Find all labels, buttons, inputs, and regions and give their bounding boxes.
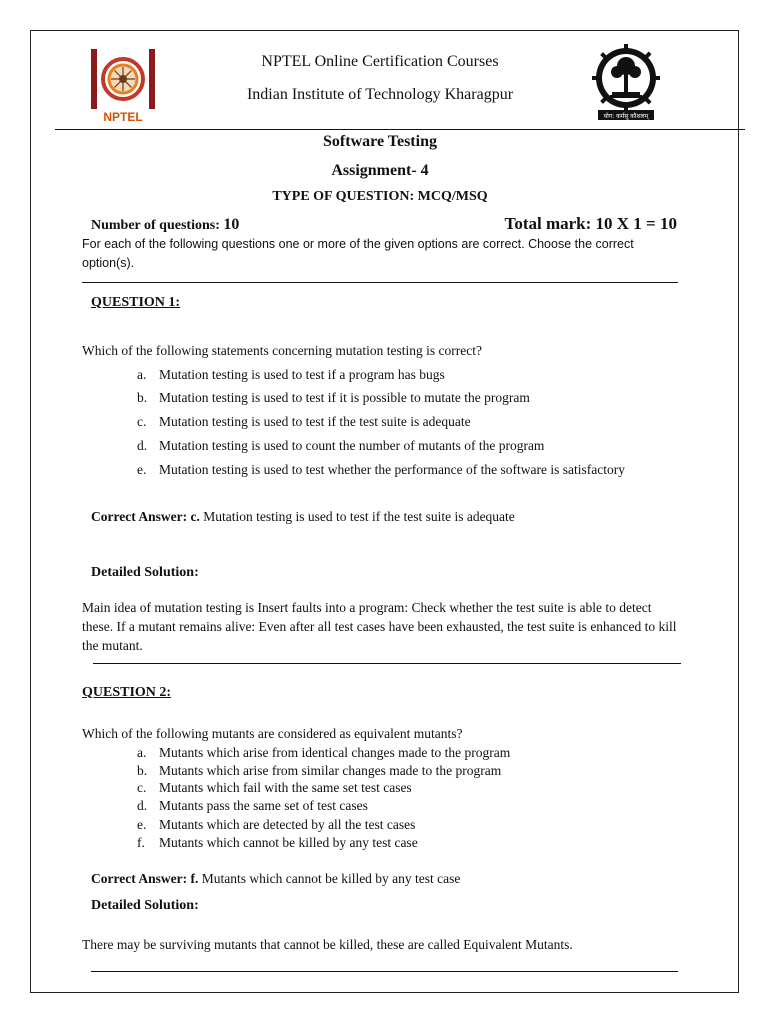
question-type: TYPE OF QUESTION: MCQ/MSQ [272, 189, 488, 204]
question-2-heading: QUESTION 2: [82, 685, 172, 700]
question-2-text: Which of the following mutants are considered as equivalent mutants? [82, 726, 463, 741]
question-2-solution-heading: Detailed Solution: [91, 898, 199, 913]
question-2-solution-text: There may be surviving mutants that cannot be killed, these are called Equivalent Mutants. [82, 937, 573, 952]
svg-text:NPTEL: NPTEL [103, 110, 143, 124]
question-1-option-b: b. Mutation testing is used to test if it is possible to mutate the program [137, 390, 530, 405]
question-2-correct-answer: Correct Answer: f. Mutants which cannot be killed by any test case [91, 871, 461, 886]
question-1-correct-answer: Correct Answer: c. Mutation testing is used to test if the test suite is adequate [91, 509, 515, 524]
course-title: Software Testing [323, 133, 437, 150]
question-2-divider [91, 971, 678, 972]
question-1-heading: QUESTION 1: [91, 295, 181, 310]
number-of-questions-label: Number of questions: [91, 218, 220, 233]
nptel-logo [91, 49, 155, 125]
assignment-title: Assignment- 4 [331, 162, 429, 179]
header-line-1: NPTEL Online Certification Courses [261, 53, 499, 70]
question-2-option-e: e. Mutants which are detected by all the test cases [137, 817, 416, 832]
number-of-questions-value: 10 [223, 216, 240, 233]
question-1-solution-text: Main idea of mutation testing is Insert faults into a program: Check whether the test suite is able to detect these. If a mutant remains alive: Even after all test cases have been exhausted, the test suite is enhanced to kill the mutant. [82, 600, 677, 653]
question-1-divider [93, 663, 681, 664]
number-of-questions [91, 216, 239, 234]
question-1-option-c: c. Mutation testing is used to test if the test suite is adequate [137, 414, 471, 429]
instructions-divider [82, 282, 678, 283]
question-1-option-a: a. Mutation testing is used to test if a program has bugs [137, 367, 445, 382]
total-mark: Total mark: 10 X 1 = 10 [504, 214, 677, 233]
question-2-option-b: b. Mutants which arise from similar changes made to the program [137, 763, 502, 778]
iit-kharagpur-logo [588, 44, 664, 122]
question-1-solution-heading: Detailed Solution: [91, 565, 199, 580]
question-1-option-d: d. Mutation testing is used to count the number of mutants of the program [137, 438, 545, 453]
question-1-text: Which of the following statements concerning mutation testing is correct? [82, 343, 483, 358]
header-line-2: Indian Institute of Technology Kharagpur [246, 86, 514, 103]
question-2-option-f: f. Mutants which cannot be killed by any test case [137, 835, 418, 850]
svg-text:योग: कर्मसु कौशलम्: योग: कर्मसु कौशलम् [603, 113, 649, 120]
question-2-option-c: c. Mutants which fail with the same set test cases [137, 780, 412, 795]
question-1-option-e: e. Mutation testing is used to test whether the performance of the software is satisfactory [137, 462, 625, 477]
instructions: For each of the following questions one or more of the given options are correct. Choose the correct option(s). [82, 237, 634, 270]
question-2-option-a: a. Mutants which arise from identical changes made to the program [137, 745, 511, 760]
header-divider [55, 129, 745, 130]
question-2-option-d: d. Mutants pass the same set of test cases [137, 798, 368, 813]
